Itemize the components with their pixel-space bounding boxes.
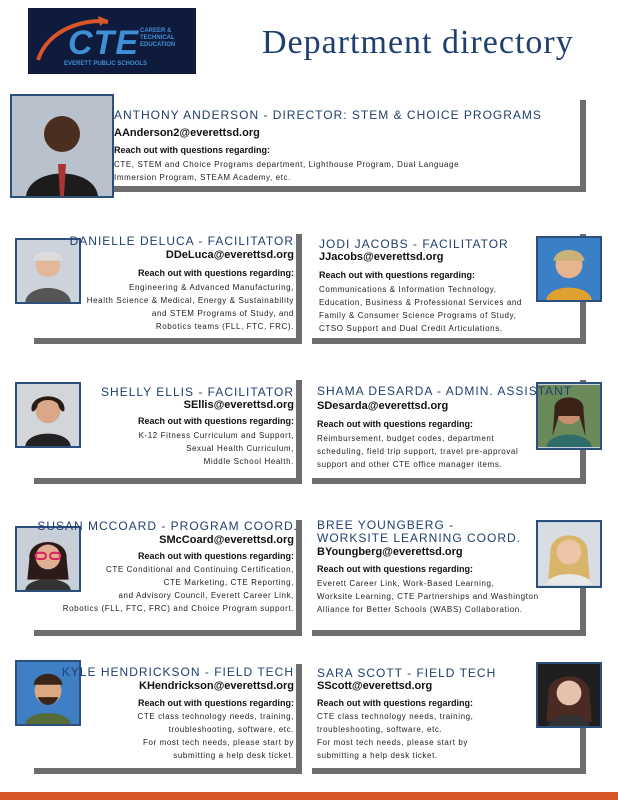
director-reach-label: Reach out with questions regarding: xyxy=(114,145,271,155)
person-icon xyxy=(12,96,112,196)
staff-desc-ellis: K-12 Fitness Curriculum and Support, Sexual Health Curriculum, Middle School Health. xyxy=(138,431,294,466)
person-icon xyxy=(17,240,79,302)
staff-desc-jacobs: Communications & Information Technology, Education, Business & Professional Services and Family & Consumer Science Programs of Study, CTSO Support and Dual Credit Articulations. xyxy=(319,285,522,333)
staff-name-mccoard: SUSAN MCCOARD - PROGRAM COORD. xyxy=(37,519,298,533)
staff-reach-ellis: Reach out with questions regarding: xyxy=(137,416,294,426)
staff-desc-desarda: Reimbursement, budget codes, department scheduling, field trip support, travel pre-approval support and other CTE office manager items. xyxy=(317,434,519,469)
staff-name-youngberg-line2: WORKSITE LEARNING COORD. xyxy=(317,531,522,545)
director-name: ANTHONY ANDERSON - DIRECTOR: STEM & CHOICE PROGRAMS xyxy=(114,108,542,122)
cte-logo xyxy=(28,8,196,74)
staff-reach-deluca: Reach out with questions regarding: xyxy=(137,268,294,278)
staff-name-scott: SARA SCOTT - FIELD TECH xyxy=(317,666,497,680)
logo-district: EVERETT PUBLIC SCHOOLS xyxy=(64,61,148,67)
staff-photo-scott xyxy=(536,662,602,728)
staff-reach-hendrickson: Reach out with questions regarding: xyxy=(137,698,294,708)
staff-reach-desarda: Reach out with questions regarding: xyxy=(317,419,474,429)
staff-name-deluca: DANIELLE DELUCA - FACILITATOR xyxy=(69,234,294,248)
footer-bar xyxy=(0,792,618,800)
person-icon xyxy=(538,522,600,586)
staff-photo-ellis xyxy=(15,382,81,448)
staff-name-jacobs: JODI JACOBS - FACILITATOR xyxy=(319,237,509,251)
logo-tagline: CAREER & TECHNICAL EDUCATION xyxy=(140,28,176,48)
staff-name-youngberg: BREE YOUNGBERG - xyxy=(317,518,455,532)
logo-text: CTE xyxy=(68,24,139,62)
staff-reach-scott: Reach out with questions regarding: xyxy=(317,698,474,708)
staff-desc-hendrickson: CTE class technology needs, training, troubleshooting, software, etc. For most tech needs, please start by submitting a help desk ticket. xyxy=(137,712,294,760)
staff-email-hendrickson[interactable]: KHendrickson@everettsd.org xyxy=(139,680,294,692)
staff-name-ellis: SHELLY ELLIS - FACILITATOR xyxy=(101,385,294,399)
staff-email-mccoard[interactable]: SMcCoard@everettsd.org xyxy=(159,534,294,546)
staff-name-desarda: SHAMA DESARDA - ADMIN. ASSISTANT xyxy=(317,384,573,398)
staff-email-scott[interactable]: SScott@everettsd.org xyxy=(317,680,433,692)
staff-email-jacobs[interactable]: JJacobs@everettsd.org xyxy=(319,251,444,263)
staff-name-hendrickson: KYLE HENDRICKSON - FIELD TECH xyxy=(61,665,294,679)
person-icon xyxy=(17,384,79,446)
director-email[interactable]: AAnderson2@everettsd.org xyxy=(114,127,260,139)
staff-email-desarda[interactable]: SDesarda@everettsd.org xyxy=(317,400,449,412)
staff-desc-youngberg: Everett Career Link, Work-Based Learning, Worksite Learning, CTE Partnerships and Washington Alliance for Better Schools (WABS) Collaboration. xyxy=(317,579,539,614)
staff-reach-youngberg: Reach out with questions regarding: xyxy=(317,564,474,574)
person-icon xyxy=(538,238,600,300)
staff-reach-mccoard: Reach out with questions regarding: xyxy=(137,551,294,561)
person-icon xyxy=(538,664,600,726)
staff-photo-youngberg xyxy=(536,520,602,588)
director-description: CTE, STEM and Choice Programs department, Lighthouse Program, Dual Language Immersion Program, STEAM Academy, etc. xyxy=(114,160,460,182)
staff-desc-scott: CTE class technology needs, training, troubleshooting, software, etc. For most tech needs, please start by submitting a help desk ticket. xyxy=(317,712,474,760)
staff-photo-jacobs xyxy=(536,236,602,302)
staff-reach-jacobs: Reach out with questions regarding: xyxy=(319,270,476,280)
staff-email-deluca[interactable]: DDeLuca@everettsd.org xyxy=(165,249,294,261)
staff-email-ellis[interactable]: SEllis@everettsd.org xyxy=(183,399,294,411)
director-photo xyxy=(10,94,114,198)
page-title: Department directory xyxy=(262,24,574,61)
staff-desc-deluca: Engineering & Advanced Manufacturing, Health Science & Medical, Energy & Sustainability and STEM Programs of Study, and Robotics teams (FLL, FTC, FRC). xyxy=(86,283,294,331)
staff-email-youngberg[interactable]: BYoungberg@everettsd.org xyxy=(317,546,463,558)
staff-desc-mccoard: CTE Conditional and Continuing Certification, CTE Marketing, CTE Reporting, and Advisory Council, Everett Career Link, Robotics (FLL, FTC, FRC) and Choice Program support. xyxy=(62,565,294,613)
